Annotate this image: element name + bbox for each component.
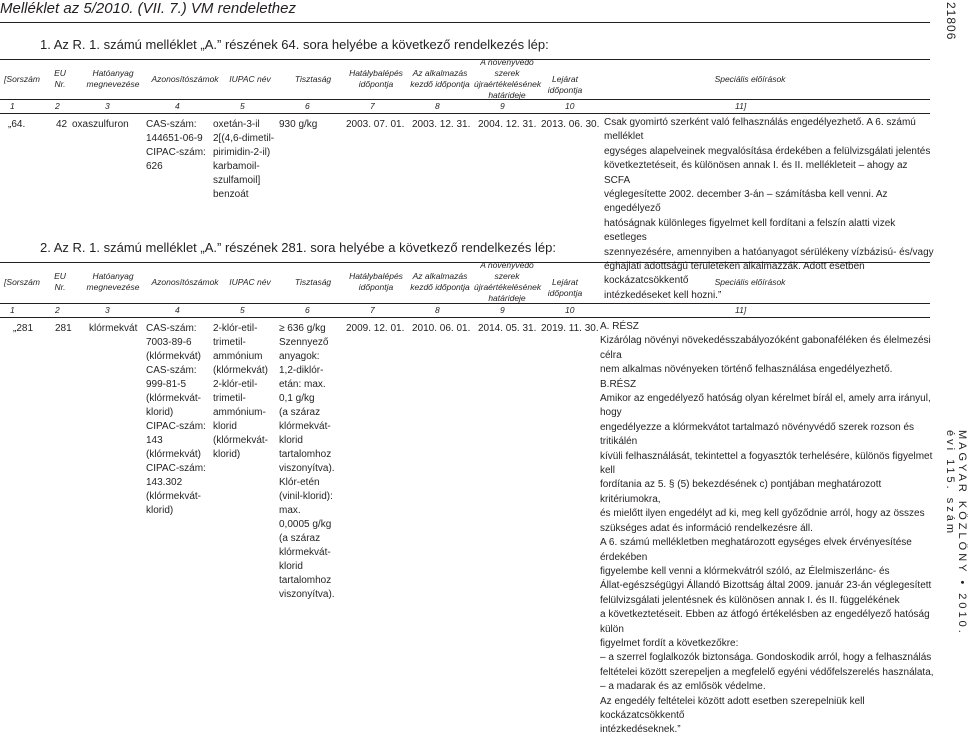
- text-line: intézkedéseknek.”: [600, 724, 681, 736]
- text-line: következtetéseit, és különösen annak I. és II. mellékleteit – ahogy az SCFA: [604, 160, 908, 186]
- text-line: egységes alapelveinek megvalósítása érdekében a felülvizsgálati jelentés: [604, 145, 931, 157]
- text-line: karbamoil-: [213, 161, 260, 172]
- text-line: ammónium-: [213, 407, 266, 418]
- column-number: 10: [565, 101, 575, 111]
- text-line: szükséges adat és információ rendelkezésre áll.: [600, 522, 813, 534]
- section2-header-rule: [0, 303, 930, 304]
- column-number: 8: [435, 305, 440, 315]
- column-number: 8: [435, 101, 440, 111]
- text-line: klórmekvát-: [279, 421, 331, 432]
- column-number: 7: [370, 101, 375, 111]
- section2-colnum-rule: [0, 317, 930, 318]
- section1-colnum-rule: [0, 113, 930, 114]
- text-line: klórmekvát-: [279, 547, 331, 558]
- text-line: kívüli felhasználását, tekintettel a fogyasztók terhelésére, különös figyelmet kell: [600, 450, 933, 477]
- text-line: (klórmekvát-: [213, 435, 269, 446]
- text-line: éghajlati adottságú területeken alkalmazzák. Adott esetben kockázatcsökkentő: [604, 261, 865, 287]
- text-line: a következtetéseit. Ebben az átfogó értékelésben az engedélyező hatóság külön: [600, 609, 930, 635]
- s1-alkalmazas: 2003. 12. 31.: [412, 119, 471, 130]
- text-line: trimetil-: [213, 337, 246, 348]
- text-line: CAS-szám:: [146, 323, 197, 334]
- text-line: 999-81-5: [146, 379, 187, 390]
- column-number: 4: [175, 101, 180, 111]
- s1-eu: 42: [56, 119, 68, 130]
- text-line: (klórmekvát): [146, 351, 202, 362]
- column-header: Tisztaság: [294, 276, 332, 287]
- text-line: 1,2-diklór-: [279, 365, 324, 376]
- column-header: Azonosítószámok: [151, 276, 219, 287]
- s2-hatoanyag: klórmekvát: [89, 323, 138, 334]
- text-line: 143: [146, 435, 163, 446]
- column-header: Tisztaság: [294, 73, 332, 84]
- text-line: – a szerrel foglalkozók biztonsága. Gondoskodik arról, hogy a felhasználás: [600, 652, 932, 664]
- s2-lejarat: 2019. 11. 30.: [541, 323, 599, 334]
- text-line: klorid: [279, 435, 303, 446]
- s2-tisztasag: [279, 322, 335, 602]
- s1-specialis: [604, 116, 934, 303]
- column-number: 1: [10, 305, 15, 315]
- column-header: Az alkalmazás kezdő időpontja: [410, 271, 470, 292]
- text-line: max.: [279, 505, 301, 516]
- text-line: CIPAC-szám:: [146, 421, 206, 432]
- s2-alkalmazas: 2010. 06. 01.: [412, 323, 471, 334]
- text-line: hatóságnak különleges figyelmet kell fordítani a felszín alatti vizek esetleges: [604, 217, 896, 244]
- text-line: felülvizsgálati jelentésnek és különösen annak I. és II. függelékének: [600, 594, 900, 606]
- column-header: Hatálybalépés időpontja: [349, 68, 403, 89]
- section1-title: 1. Az R. 1. számú melléklet „A.” részének 64. sora helyébe a következő rendelkezés lép:: [40, 37, 549, 52]
- s1-azonosito: [146, 118, 206, 174]
- column-header: Speciális előírások: [714, 73, 786, 84]
- section2-top-rule: [0, 262, 930, 263]
- column-header: A növényvédő szerek újraértékelésének határideje: [474, 57, 542, 100]
- column-number: 6: [305, 305, 310, 315]
- column-number: 7: [370, 305, 375, 315]
- column-number: 1: [10, 101, 15, 111]
- text-line: (klórmekvát-: [146, 393, 202, 404]
- s2-sorszam: „281: [13, 323, 34, 334]
- text-line: (klórmekvát): [213, 365, 269, 376]
- header-rule: [0, 22, 930, 23]
- text-line: ≥ 636 g/kg: [279, 323, 326, 334]
- text-line: benzoát: [213, 189, 249, 200]
- s1-iupac: [213, 118, 274, 202]
- column-header: Azonosítószámok: [151, 73, 219, 84]
- section1-top-rule: [0, 59, 930, 60]
- column-header: [Sorszám: [4, 276, 40, 287]
- text-line: CAS-szám:: [146, 365, 197, 376]
- text-line: CIPAC-szám:: [146, 463, 206, 474]
- text-line: Az engedély feltételei között adott esetben szerepelniük kell kockázatcsökkentő: [600, 695, 865, 721]
- text-line: (a száraz: [279, 407, 321, 418]
- column-number: 10: [565, 305, 575, 315]
- text-line: tartalomhoz: [279, 575, 332, 586]
- text-line: CAS-szám:: [146, 119, 197, 130]
- column-header: Lejárat időpontja: [547, 73, 583, 95]
- text-line: szulfamoil]: [213, 175, 261, 186]
- publication-sidebar: MAGYAR KÖZLÖNY • 2010. évi 115. szám: [944, 430, 968, 636]
- page-number: 21806: [944, 2, 958, 41]
- column-header: Lejárat időpontja: [547, 276, 583, 298]
- column-header: EU Nr.: [54, 271, 66, 292]
- text-line: ammónium: [213, 351, 263, 362]
- s1-sorszam: „64.: [8, 119, 26, 130]
- column-header: A növényvédő szerek újraértékelésének határideje: [474, 260, 542, 303]
- text-line: Szennyező: [279, 337, 329, 348]
- column-header: Hatóanyag megnevezése: [86, 271, 140, 292]
- column-number: 6: [305, 101, 310, 111]
- column-header: Hatóanyag megnevezése: [86, 68, 140, 89]
- s1-ujraert: 2004. 12. 31.: [478, 119, 537, 130]
- text-line: anyagok:: [279, 351, 320, 362]
- s2-eu: 281: [55, 323, 72, 334]
- column-header: IUPAC név: [229, 276, 271, 287]
- text-line: 0,0005 g/kg: [279, 519, 332, 530]
- text-line: szennyezésére, amennyiben a hatóanyagot sérülékeny vízbázisú- és/vagy: [604, 246, 934, 258]
- text-line: klorid): [146, 505, 174, 516]
- text-line: – a madarak és az emlősök védelme.: [600, 681, 766, 693]
- text-line: CIPAC-szám:: [146, 147, 206, 158]
- column-number: 9: [500, 101, 505, 111]
- column-header: Hatálybalépés időpontja: [349, 271, 403, 292]
- text-line: (klórmekvát-: [146, 491, 202, 502]
- text-line: és mielőtt ilyen engedélyt ad ki, meg kell győződnie arról, hogy az összes: [600, 508, 925, 520]
- text-line: Állat-egészségügyi Állandó Bizottság által 2009. január 23-án véglegesített: [600, 580, 932, 592]
- text-line: 2-klór-etil-: [213, 379, 258, 390]
- text-line: 0,1 g/kg: [279, 393, 315, 404]
- text-line: klorid): [213, 449, 241, 460]
- text-line: nem alkalmas növényeken történő felhasználása engedélyezhető.: [600, 364, 893, 376]
- column-header: IUPAC név: [229, 73, 271, 84]
- text-line: 7003-89-6: [146, 337, 192, 348]
- column-header: Az alkalmazás kezdő időpontja: [410, 68, 470, 89]
- text-line: fordítania az 5. § (5) bekezdésének c) pontjában meghatározott kritériumokra,: [600, 479, 882, 505]
- text-line: tartalomhoz: [279, 449, 332, 460]
- text-line: A 6. számú mellékletben meghatározott egységes elvek érvényesítése érdekében: [600, 537, 912, 563]
- s1-lejarat: 2013. 06. 30.: [541, 119, 600, 130]
- text-line: 626: [146, 161, 163, 172]
- text-line: figyelmet fordít a következőkre:: [600, 637, 739, 649]
- text-line: 143.302: [146, 477, 183, 488]
- text-line: trimetil-: [213, 393, 246, 404]
- s1-tisztasag: 930 g/kg: [279, 119, 318, 130]
- text-line: Csak gyomirtó szerként való felhasználás engedélyezhető. A 6. számú melléklet: [604, 117, 916, 143]
- section2-title: 2. Az R. 1. számú melléklet „A.” részének 281. sora helyébe a következő rendelkezés lép:: [40, 240, 556, 255]
- text-line: Klór-etén: [279, 477, 320, 488]
- text-line: (klórmekvát): [146, 449, 202, 460]
- section1-header-rule: [0, 99, 930, 100]
- column-header: [Sorszám: [4, 73, 40, 84]
- text-line: Amikor az engedélyező hatóság olyan kérelmet bírál el, amely arra irányul, hogy: [600, 393, 931, 419]
- text-line: viszonyítva).: [279, 463, 335, 474]
- text-line: klorid: [213, 421, 237, 432]
- s1-hatoanyag: oxaszulfuron: [72, 119, 129, 130]
- text-line: engedélyezze a klórmekvátot tartalmazó növényvédő szerek rozson és tritikálén: [600, 421, 915, 448]
- text-line: klorid: [279, 561, 303, 572]
- column-number: 3: [105, 305, 110, 315]
- text-line: 2[(4,6-dimetil-: [213, 133, 275, 144]
- text-line: viszonyítva).: [279, 589, 335, 600]
- column-header: Speciális előírások: [714, 276, 786, 287]
- text-line: Kizárólag növényi növekedésszabályozóként gabonaféléken és élelmezési célra: [600, 335, 931, 361]
- column-header: EU Nr.: [54, 68, 66, 89]
- text-line: figyelembe kell venni a klórmekvátról szóló, az Élelmiszerlánc- és: [600, 565, 890, 577]
- s2-azonosito: [146, 322, 206, 518]
- s1-hatalybalepes: 2003. 07. 01.: [346, 119, 405, 130]
- text-line: (vinil-klorid):: [279, 491, 333, 502]
- column-number: 5: [240, 305, 245, 315]
- column-number: 4: [175, 305, 180, 315]
- text-line: feltételei között szerepeljen a megfelelő egyéni védőfelszerelés használata,: [600, 666, 934, 678]
- text-line: 144651-06-9: [146, 133, 203, 144]
- s2-iupac: [213, 322, 268, 462]
- column-number: 2: [55, 305, 60, 315]
- text-line: etán: max.: [279, 379, 326, 390]
- column-number: 5: [240, 101, 245, 111]
- s2-specialis: [600, 320, 935, 738]
- text-line: oxetán-3-il: [213, 119, 260, 130]
- text-line: (a száraz: [279, 533, 321, 544]
- column-number: 11]: [735, 101, 747, 111]
- text-line: intézkedéseket kell hozni.”: [604, 289, 722, 301]
- s2-ujraert: 2014. 05. 31.: [478, 323, 537, 334]
- column-number: 2: [55, 101, 60, 111]
- text-line: véglegesítette 2002. december 3-án – számításba kell venni. Az engedélyező: [604, 189, 888, 215]
- page-header: Melléklet az 5/2010. (VII. 7.) VM rendelethez: [0, 0, 296, 17]
- text-line: A. RÉSZ: [600, 321, 639, 332]
- column-number: 3: [105, 101, 110, 111]
- text-line: B.RÉSZ: [600, 378, 637, 390]
- text-line: pirimidin-2-il): [213, 147, 271, 158]
- text-line: 2-klór-etil-: [213, 323, 258, 334]
- column-number: 9: [500, 305, 505, 315]
- s2-hatalybalepes: 2009. 12. 01.: [346, 323, 405, 334]
- column-number: 11]: [735, 305, 747, 315]
- text-line: klorid): [146, 407, 174, 418]
